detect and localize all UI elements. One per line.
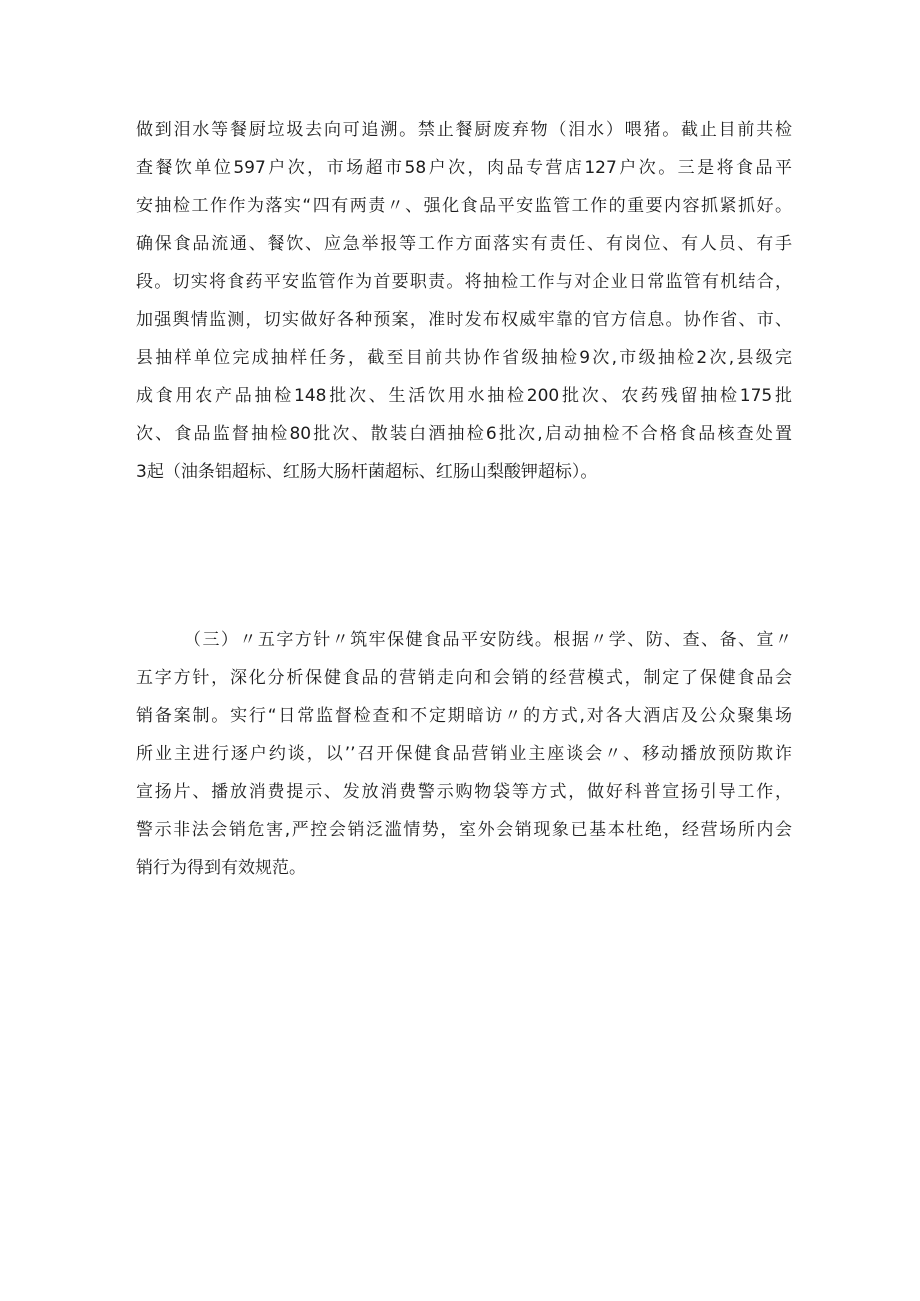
paragraph-line: 宣扬片、播放消费提示、发放消费警示购物袋等方式，做好科普宣扬引导工作， <box>136 782 792 802</box>
paragraph-line: 次、食品监督抽检80批次、散装白酒抽检6批次,启动抽检不合格食品核查处置 <box>136 424 792 444</box>
paragraph-line: 销备案制。实行“日常监督检查和不定期暗访〃的方式,对各大酒店及公众聚集场 <box>136 706 792 726</box>
paragraph-line: 3起（油条铝超标、红肠大肠杆菌超标、红肠山梨酸钾超标）。 <box>136 462 598 482</box>
paragraph-line: 县抽样单位完成抽样任务，截至目前共协作省级抽检9次,市级抽检2次,县级完 <box>136 348 792 368</box>
section-heading-line: （三）〃五字方针〃筑牢保健食品平安防线。根据〃学、防、查、备、宣〃 <box>184 630 792 650</box>
paragraph-line: 五字方针，深化分析保健食品的营销走向和会销的经营模式，制定了保健食品会 <box>136 668 792 688</box>
paragraph-line: 销行为得到有效规范。 <box>136 858 306 878</box>
paragraph-line: 成食用农产品抽检148批次、生活饮用水抽检200批次、农药残留抽检175批 <box>136 386 792 406</box>
paragraph-line: 确保食品流通、餐饮、应急举报等工作方面落实有责任、有岗位、有人员、有手 <box>136 234 792 254</box>
paragraph-line: 所业主进行逐户约谈，以’’召开保健食品营销业主座谈会〃、移动播放预防欺诈 <box>136 744 792 764</box>
paragraph-line: 做到泪水等餐厨垃圾去向可追溯。禁止餐厨废弃物（泪水）喂猪。截止目前共检 <box>136 120 792 140</box>
paragraph-line: 加强舆情监测，切实做好各种预案，准时发布权威牢靠的官方信息。协作省、市、 <box>136 310 792 330</box>
paragraph-line: 查餐饮单位597户次，市场超市58户次，肉品专营店127户次。三是将食品平 <box>136 158 792 178</box>
paragraph-line: 警示非法会销危害,严控会销泛滥情势，室外会销现象已基本杜绝，经营场所内会 <box>136 820 792 840</box>
paragraph-line: 段。切实将食药平安监管作为首要职责。将抽检工作与对企业日常监管有机结合， <box>136 272 792 292</box>
paragraph-line: 安抽检工作作为落实“四有两责〃、强化食品平安监管工作的重要内容抓紧抓好。 <box>136 196 792 216</box>
